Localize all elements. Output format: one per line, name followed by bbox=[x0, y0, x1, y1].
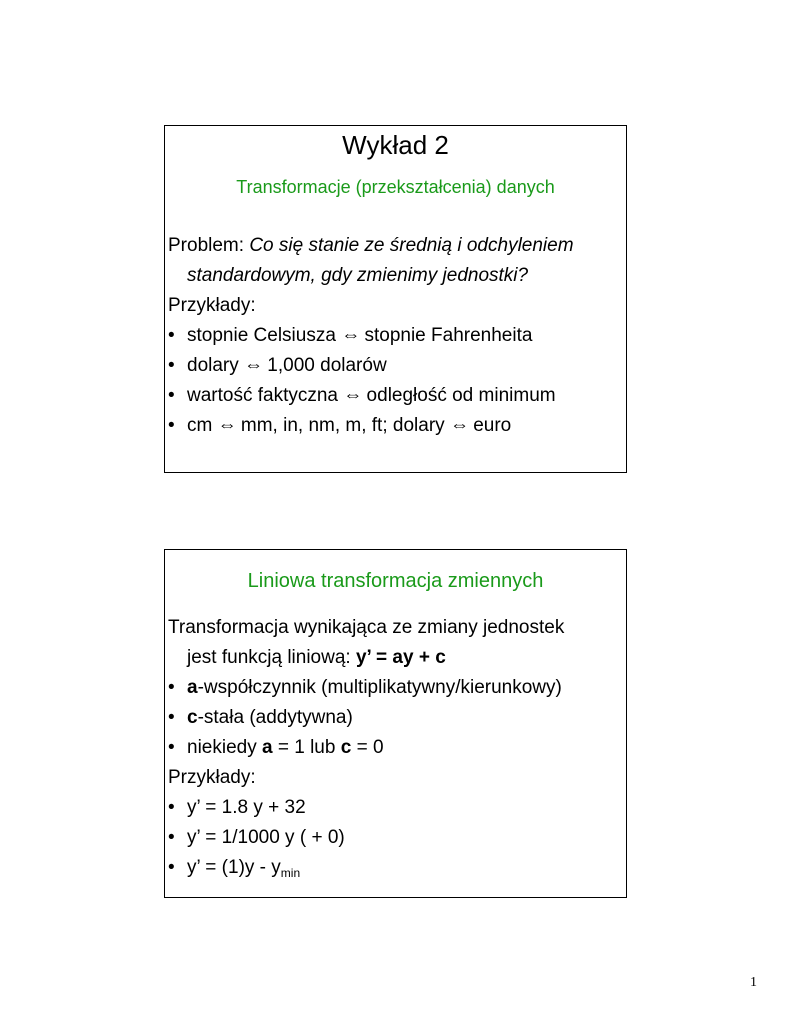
list-item bbox=[168, 733, 622, 763]
problem-text-2: standardowym, gdy zmienimy jednostki? bbox=[187, 265, 529, 286]
slide-2 bbox=[164, 549, 627, 898]
bullet-icon: • bbox=[168, 677, 175, 698]
problem-line bbox=[168, 231, 622, 261]
slide-1-body bbox=[168, 231, 622, 441]
item-text: cm bbox=[187, 415, 218, 436]
bullet-icon: • bbox=[168, 325, 175, 346]
item-text: stopnie Fahrenheita bbox=[359, 325, 533, 346]
example-text: y’ = (1)y - y bbox=[187, 857, 281, 878]
bullet-icon: • bbox=[168, 857, 175, 878]
linear-formula: y’ = ay + c bbox=[355, 647, 446, 668]
item-text: -stała (addytywna) bbox=[197, 707, 353, 728]
item-text: = 1 lub bbox=[272, 737, 341, 758]
item-text: niekiedy bbox=[187, 737, 262, 758]
example-formula: y’ = 1/1000 y ( + 0) bbox=[187, 827, 345, 848]
item-text: = 0 bbox=[351, 737, 384, 758]
item-text: wartość faktyczna bbox=[187, 385, 344, 406]
item-text: mm, in, nm, m, ft; dolary bbox=[235, 415, 450, 436]
problem-line-2 bbox=[168, 261, 622, 291]
example-formula bbox=[187, 853, 300, 888]
intro-line-2 bbox=[168, 643, 622, 673]
bullet-icon: • bbox=[168, 797, 175, 818]
slide-1-subtitle: Transformacje (przekształcenia) danych bbox=[236, 177, 555, 197]
item-text: 1,000 dolarów bbox=[262, 355, 387, 376]
examples-label: Przykłady: bbox=[168, 295, 256, 316]
list-item bbox=[168, 351, 622, 381]
slide-2-body bbox=[168, 613, 622, 888]
double-arrow-icon: ⇔ bbox=[449, 415, 468, 436]
subscript-min: min bbox=[280, 866, 301, 880]
item-text: dolary bbox=[187, 355, 245, 376]
term-c: c bbox=[187, 707, 198, 728]
intro-text: jest funkcją liniową: bbox=[187, 647, 356, 668]
bullet-icon: • bbox=[168, 355, 175, 376]
slide-2-title: Liniowa transformacja zmiennych bbox=[247, 570, 544, 592]
bullet-icon: • bbox=[168, 827, 175, 848]
item-text: stopnie Celsiusza bbox=[187, 325, 342, 346]
problem-text-1: Co się stanie ze średnią i odchyleniem bbox=[249, 235, 574, 256]
list-item bbox=[168, 703, 622, 733]
slide-1-title: Wykład 2 bbox=[342, 130, 449, 160]
item-text: euro bbox=[467, 415, 512, 436]
list-item bbox=[168, 673, 622, 703]
slide-1 bbox=[164, 125, 627, 473]
term-c: c bbox=[340, 737, 352, 758]
double-arrow-icon: ⇔ bbox=[341, 325, 360, 346]
bullet-icon: • bbox=[168, 737, 175, 758]
item-text: odległość od minimum bbox=[361, 385, 556, 406]
list-item bbox=[168, 411, 622, 441]
example-formula: y’ = 1.8 y + 32 bbox=[187, 797, 306, 818]
term-a: a bbox=[187, 677, 198, 698]
intro-line-1: Transformacja wynikająca ze zmiany jednostek bbox=[168, 617, 565, 638]
list-item bbox=[168, 321, 622, 351]
page-number: 1 bbox=[750, 975, 757, 990]
examples-label: Przykłady: bbox=[168, 767, 256, 788]
list-item bbox=[168, 793, 622, 823]
list-item bbox=[168, 823, 622, 853]
list-item bbox=[168, 853, 622, 888]
item-text: -współczynnik (multiplikatywny/kierunkowy) bbox=[197, 677, 562, 698]
double-arrow-icon: ⇔ bbox=[343, 385, 362, 406]
term-a: a bbox=[262, 737, 273, 758]
bullet-icon: • bbox=[168, 707, 175, 728]
bullet-icon: • bbox=[168, 415, 175, 436]
problem-label: Problem: bbox=[168, 235, 250, 256]
list-item bbox=[168, 381, 622, 411]
bullet-icon: • bbox=[168, 385, 175, 406]
double-arrow-icon: ⇔ bbox=[217, 415, 236, 436]
double-arrow-icon: ⇔ bbox=[244, 355, 263, 376]
